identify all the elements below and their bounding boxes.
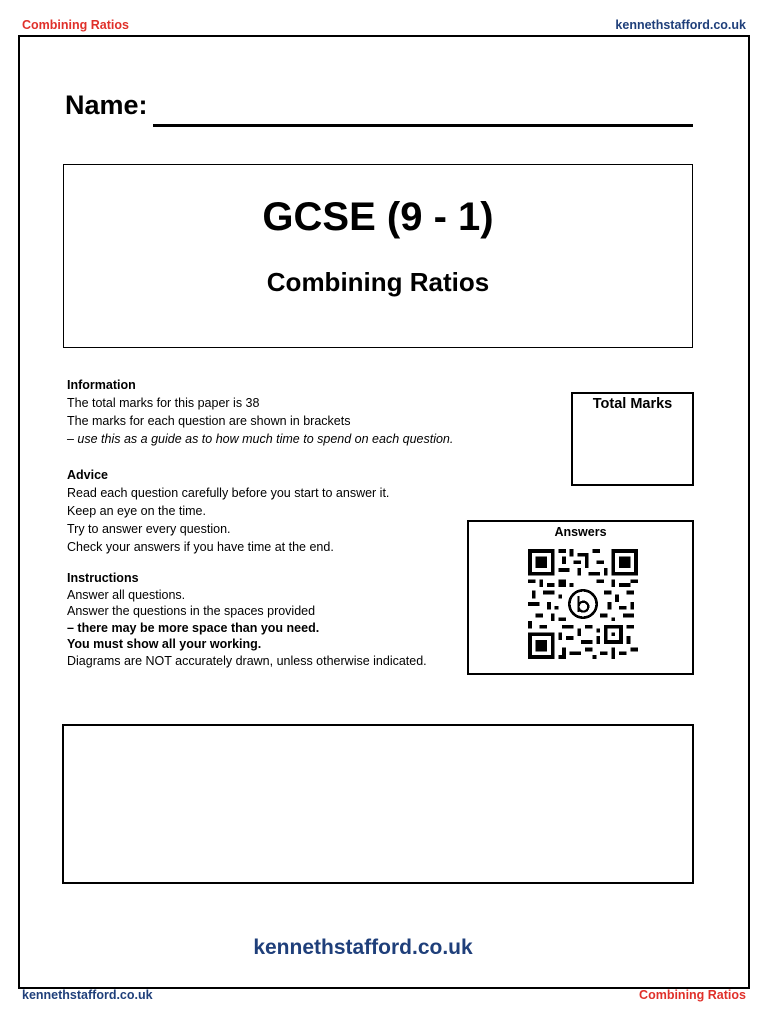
total-marks-box (571, 392, 694, 486)
advice-line: Read each question carefully before you start to answer it. (67, 486, 390, 500)
instructions-line: – there may be more space than you need. (67, 620, 320, 635)
advice-line: Check your answers if you have time at the end. (67, 540, 334, 554)
information-line: The total marks for this paper is 38 (67, 396, 260, 410)
total-marks-label: Total Marks (592, 396, 673, 412)
information-heading: Information (67, 378, 136, 392)
answers-label: Answers (554, 525, 607, 539)
instructions-line: Diagrams are NOT accurately drawn, unless otherwise indicated. (67, 653, 427, 668)
header-site-link[interactable]: kennethstafford.co.uk (615, 18, 746, 32)
marks-grid-box (62, 724, 694, 884)
answers-box (467, 520, 694, 675)
instructions-line: Answer the questions in the spaces provided (67, 604, 316, 618)
header-topic: Combining Ratios (22, 18, 129, 32)
advice-line: Try to answer every question. (67, 522, 231, 536)
instructions-line: You must show all your working. (67, 637, 262, 651)
qr-code-icon[interactable] (525, 549, 641, 659)
name-label: Name: (65, 90, 148, 120)
instructions-line: Answer all questions. (67, 587, 186, 602)
instructions-section (67, 570, 467, 669)
footer-topic: Combining Ratios (639, 988, 746, 1002)
advice-section (67, 466, 467, 556)
page-subtitle: Combining Ratios (266, 267, 490, 297)
advice-line: Keep an eye on the time. (67, 504, 206, 518)
information-section (67, 376, 467, 448)
name-write-line (153, 124, 693, 127)
instructions-heading: Instructions (67, 571, 139, 585)
advice-heading: Advice (67, 468, 108, 482)
information-panel (67, 376, 467, 679)
information-line: – use this as a guide as to how much time to spend on each question. (67, 432, 454, 446)
page-title: GCSE (9 - 1) (262, 195, 494, 239)
information-line: The marks for each question are shown in brackets (67, 414, 351, 428)
title-box (63, 164, 693, 348)
footer-site-link[interactable]: kennethstafford.co.uk (22, 988, 153, 1002)
site-footer-link[interactable]: kennethstafford.co.uk (253, 936, 473, 959)
